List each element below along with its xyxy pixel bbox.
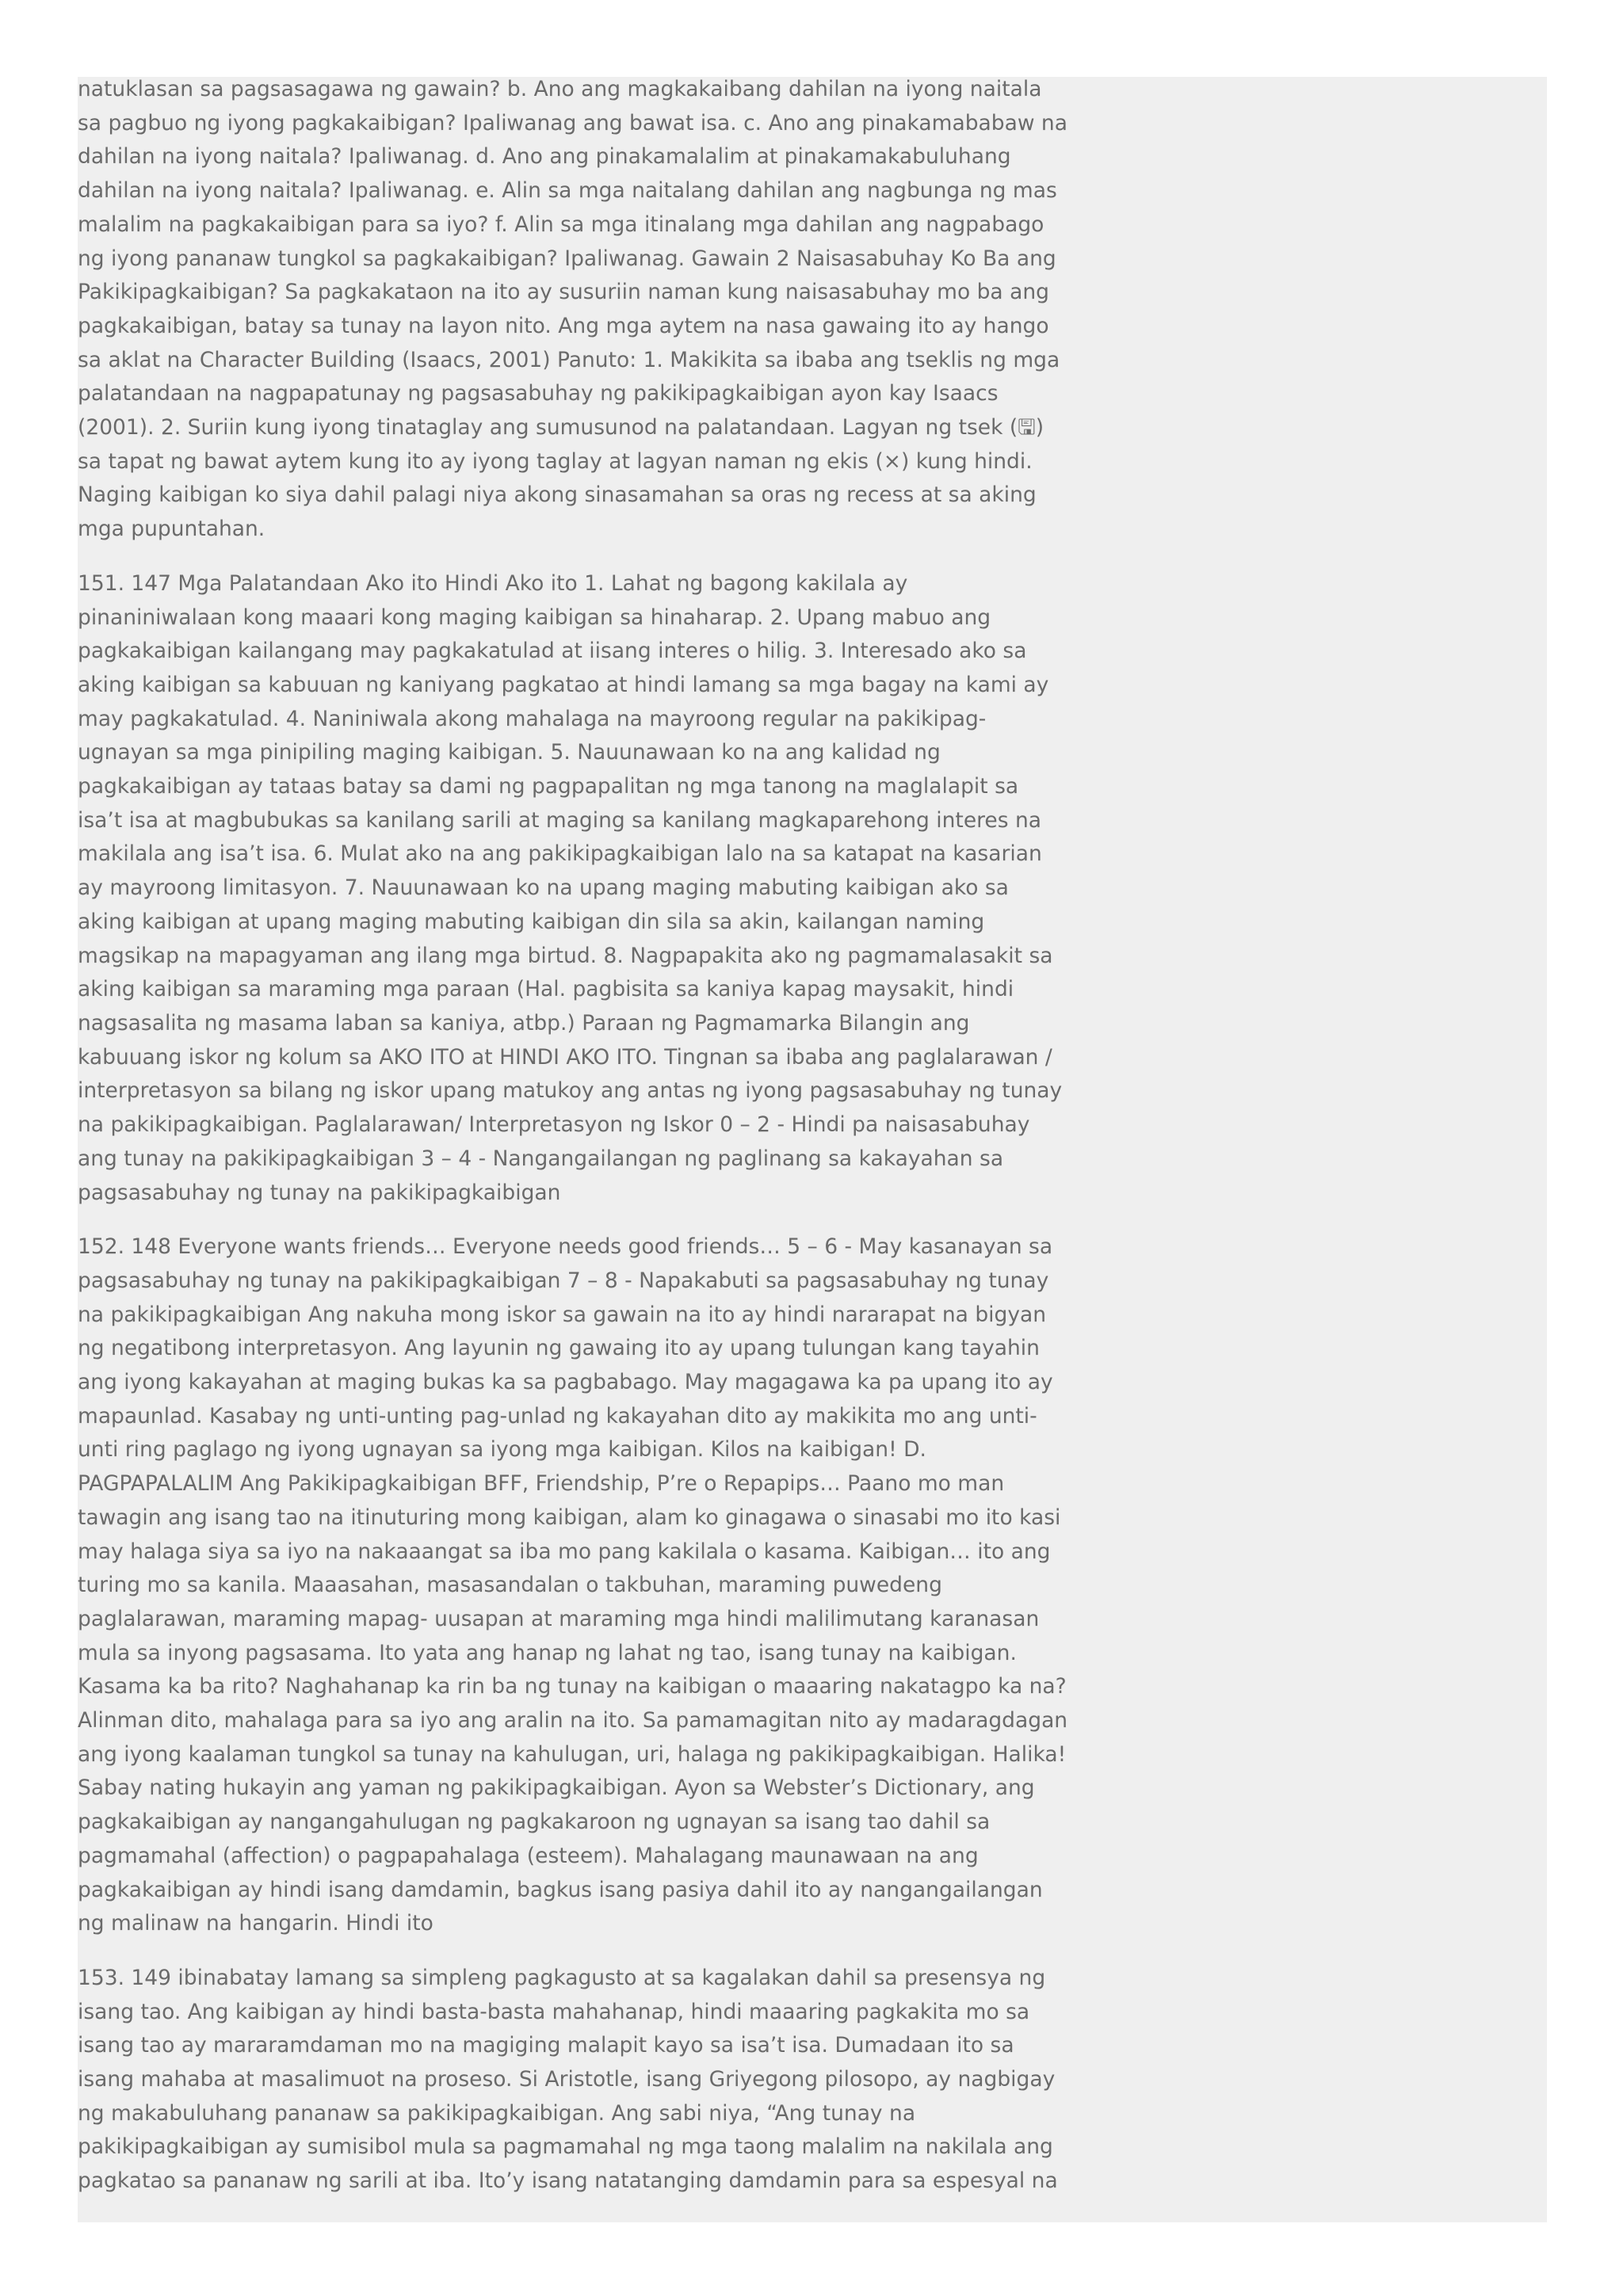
paragraph-3: 152. 148 Everyone wants friends… Everyone needs good friends… 5 – 6 - May kasanayan sa pagsasabuhay ng tunay na pakikipagkaibigan 7 – 8 - Napakabuti sa pagsasabuhay ng tunay na pakikipagkaibigan Ang nakuha mong iskor sa gawain na ito ay hindi nararapat na bigyan ng negatibong interpretasyon. Ang layunin ng gawaing ito ay upang tulungan kang tayahin ang iyong kakayahan at maging bukas ka sa pagbabago. May magagawa ka pa upang ito ay mapaunlad. Kasabay ng unti-unting pag-unlad ng kakayahan dito ay makikita mo ang unti-unti ring paglago ng iyong ugnayan sa iyong mga kaibigan. Kilos na kaibigan! D. PAGPAPALALIM Ang Pakikipagkaibigan BFF, Friendship, P’re o Repapips… Paano mo man tawagin ang isang tao na itinuturing mong kaibigan, alam ko ginagawa o sinasabi mo ito kasi may halaga siya sa iyo na nakaaangat sa iba mo pang kakilala o kasama. Kaibigan… ito ang turing mo sa kanila. Maaasahan, masasandalan o takbuhan, maraming puwedeng paglalarawan, maraming mapag- uusapan at maraming mga hindi malilimutang karanasan mula sa inyong pagsasama. Ito yata ang hanap ng lahat ng tao, isang tunay na kaibigan. Kasama ka ba rito? Naghahanap ka rin ba ng tunay na kaibigan o maaaring nakatagpo ka na? Alinman dito, mahalaga para sa iyo ang aralin na ito. Sa pamamagitan nito ay madaragdagan ang iyong kaalaman tungkol sa tunay na kahulugan, uri, halaga ng pakikipagkaibigan. Halika! Sabay nating hukayin ang yaman ng pakikipagkaibigan. Ayon sa Webster’s Dictionary, ang pagkakaibigan ay nangangahulugan ng pagkakaroon ng ugnayan sa isang tao dahil sa pagmamahal (affection) o pagpapahalaga (esteem). Mahalagang maunawaan na ang pagkakaibigan ay hindi isang damdamin, bagkus isang pasiya dahil ito ay nangangailangan ng malinaw na hangarin. Hindi ito bbox=[78, 1234, 1068, 1936]
paragraph-4: 153. 149 ibinabatay lamang sa simpleng pagkagusto at sa kagalakan dahil sa presensya ng isang tao. Ang kaibigan ay hindi basta-basta mahahanap, hindi maaaring pagkakita mo sa isang tao ay mararamdaman mo na magiging malapit kayo sa isa’t isa. Dumadaan ito sa isang mahaba at masalimuot na proseso. Si Aristotle, isang Griyegong pilosopo, ay nagbigay ng makabuluhang pananaw sa pakikipagkaibigan. Ang sabi niya, “Ang tunay na pakikipagkaibigan ay sumisibol mula sa pagmamahal ng mga taong malalim na nakilala ang pagkatao sa pananaw ng sarili at iba. Ito’y isang natatanging damdamin para sa espesyal na bbox=[78, 1965, 1058, 2194]
paragraph-2: 151. 147 Mga Palatandaan Ako ito Hindi Ako ito 1. Lahat ng bagong kakilala ay pinaniniwalaan kong maaari kong maging kaibigan sa hinaharap. 2. Upang mabuo ang pagkakaibigan kailangang may pagkakatulad at iisang interes o hilig. 3. Interesado ako sa aking kaibigan sa kabuuan ng kaniyang pagkatao at hindi lamang sa mga bagay na kami ay may pagkakatulad. 4. Naniniwala akong mahalaga na mayroong regular na pakikipag-ugnayan sa mga pinipiling maging kaibigan. 5. Nauunawaan ko na ang kalidad ng pagkakaibigan ay tataas batay sa dami ng pagpapalitan ng mga tanong na maglalapit sa isa’t isa at magbubukas sa kanilang sarili at maging sa kanilang magkaparehong interes na makilala ang isa’t isa. 6. Mulat ako na ang pakikipagkaibigan lalo na sa katapat na kasarian ay mayroong limitasyon. 7. Nauunawaan ko na upang maging mabuting kaibigan ako sa aking kaibigan at upang maging mabuting kaibigan din sila sa akin, kailangan naming magsikap na mapagyaman ang ilang mga birtud. 8. Nagpapakita ako ng pagmamalasakit sa aking kaibigan sa maraming mga paraan (Hal. pagbisita sa kaniya kapag maysakit, hindi nagsasalita ng masama laban sa kaniya, atbp.) Paraan ng Pagmamarka Bilangin ang kabuuang iskor ng kolum sa AKO ITO at HINDI AKO ITO. Tingnan sa ibaba ang paglalarawan / interpretasyon sa bilang ng iskor upang matukoy ang antas ng iyong pagsasabuhay ng tunay na pakikipagkaibigan. Paglalarawan/ Interpretasyon ng Iskor 0 – 2 - Hindi pa naisasabuhay ang tunay na pakikipagkaibigan 3 – 4 - Nangangailangan ng paglinang sa kakayahan sa pagsasabuhay ng tunay na pakikipagkaibigan bbox=[78, 570, 1063, 1205]
document-body bbox=[78, 73, 1068, 2219]
paragraph-1: natuklasan sa pagsasagawa ng gawain? b. Ano ang magkakaibang dahilan na iyong naitala sa pagbuo ng iyong pagkakaibigan? Ipaliwanag ang bawat isa. c. Ano ang pinakamababaw na dahilan na iyong naitala? Ipaliwanag. d. Ano ang pinakamalalim at pinakamakabuluhang dahilan na iyong naitala? Ipaliwanag. e. Alin sa mga naitalang dahilan ang nagbunga ng mas malalim na pagkakaibigan para sa iyo? f. Alin sa mga itinalang mga dahilan ang nagpabago ng iyong pananaw tungkol sa pagkakaibigan? Ipaliwanag. Gawain 2 Naisasabuhay Ko Ba ang Pakikipagkaibigan? Sa pagkakataon na ito ay susuriin naman kung naisasabuhay mo ba ang pagkakaibigan, batay sa tunay na layon nito. Ang mga aytem na nasa gawaing ito ay hango sa aklat na Character Building (Isaacs, 2001) Panuto: 1. Makikita sa ibaba ang tseklis ng mga palatandaan na nagpapatunay ng pagsasabuhay ng pakikipagkaibigan ayon kay Isaacs (2001). 2. Suriin kung iyong tinataglay ang sumusunod na palatandaan. Lagyan ng tsek (🖫) sa tapat ng bawat aytem kung ito ay iyong taglay at lagyan naman ng ekis (×) kung hindi. Naging kaibigan ko siya dahil palagi niya akong sinasamahan sa oras ng recess at sa aking mga pupuntahan. bbox=[78, 77, 1067, 542]
